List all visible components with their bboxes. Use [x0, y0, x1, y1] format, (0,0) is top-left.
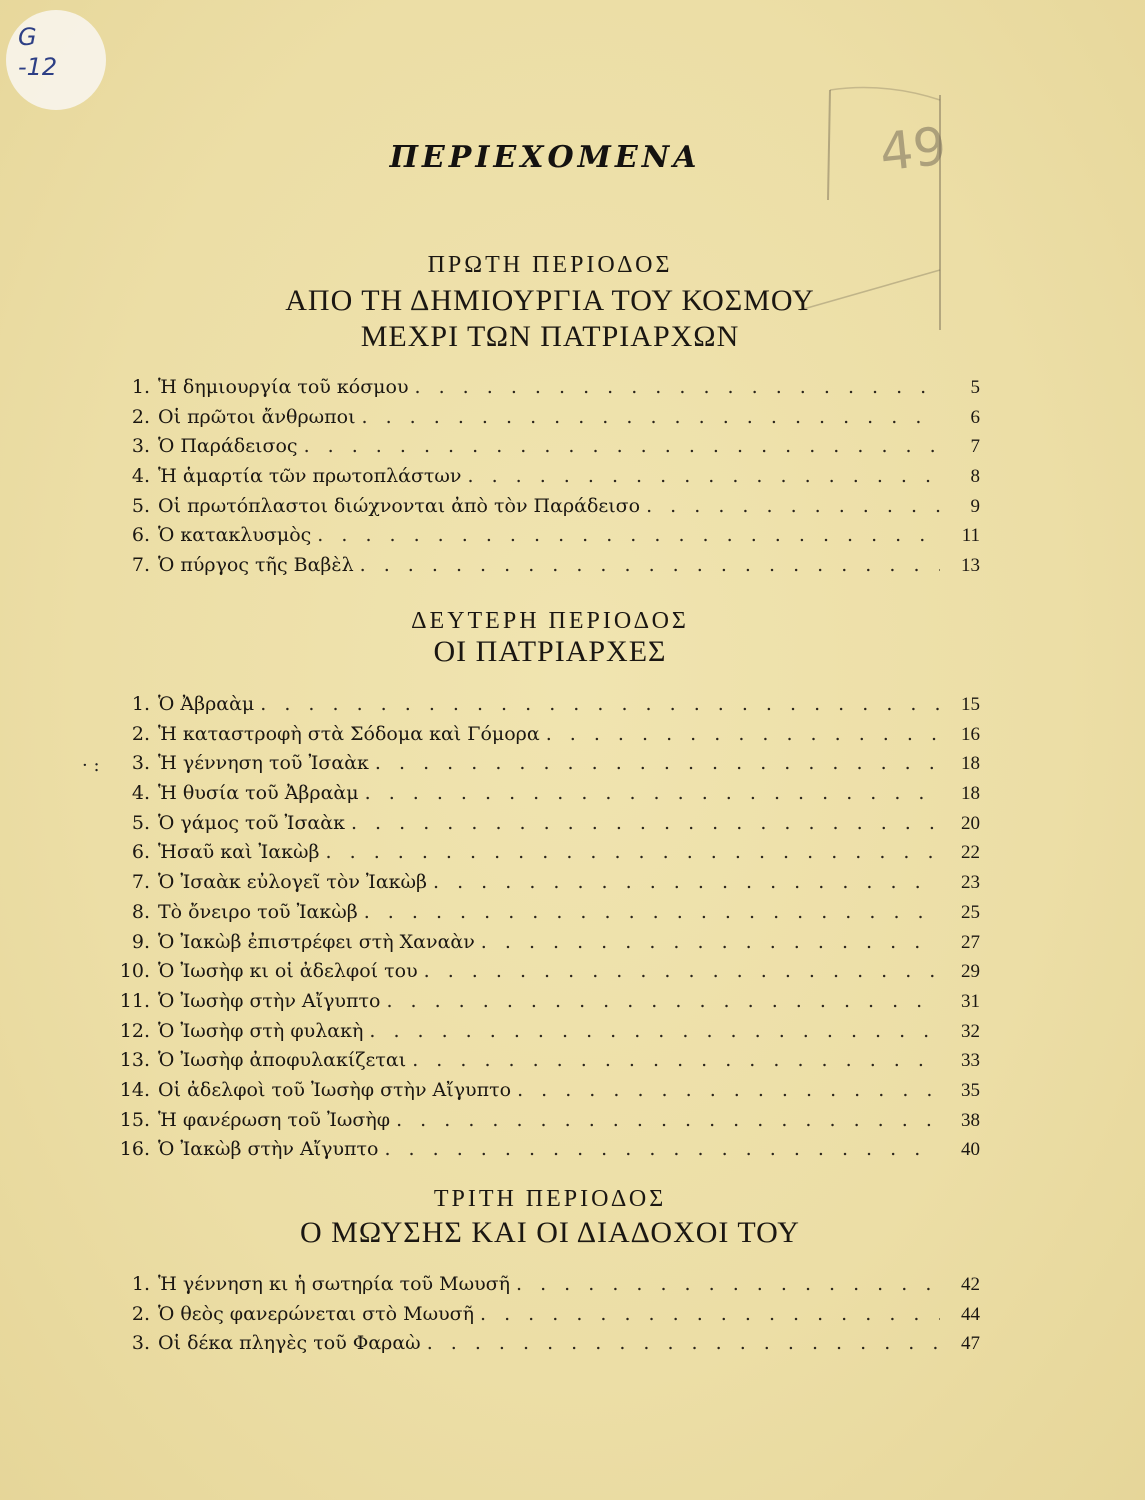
toc-title: Ἡσαῦ καὶ Ἰακὼβ [158, 841, 320, 864]
toc-entry[interactable] [100, 373, 980, 403]
toc-entry[interactable] [100, 403, 980, 433]
toc-leader [360, 551, 940, 581]
section-3-period: ΤΡΙΤΗ ΠΕΡΙΟΔΟΣ [433, 1186, 667, 1212]
toc-number: 1. [131, 1273, 150, 1295]
toc-page: 38 [961, 1109, 980, 1131]
toc-entry[interactable] [100, 868, 980, 898]
toc-title: Ὁ Ἰωσὴφ στὴν Αἴγυπτο [158, 989, 381, 1012]
toc-number: 13. [119, 1049, 150, 1072]
toc-title: Ὁ Ἰακὼβ στὴν Αἴγυπτο [158, 1138, 379, 1161]
toc-leader [415, 373, 940, 403]
toc-leader [351, 809, 940, 839]
margin-mark: · : [82, 755, 100, 776]
toc-page: 9 [970, 495, 980, 517]
toc-page: 33 [961, 1050, 980, 1072]
toc-title: Ὁ κατακλυσμὸς [158, 524, 312, 547]
section-1-title-line1: ΑΠΟ ΤΗ ΔΗΜΙΟΥΡΓΙΑ ΤΟΥ ΚΟΣΜΟΥ [285, 284, 815, 317]
toc-entry[interactable] [100, 987, 980, 1017]
toc-leader [481, 928, 940, 958]
toc-entry[interactable] [100, 1135, 980, 1165]
toc-title: Ἡ θυσία τοῦ Ἀβραὰμ [158, 782, 359, 805]
toc-leader [386, 987, 940, 1017]
toc-number: 6. [131, 841, 150, 864]
toc-entry[interactable] [100, 749, 980, 779]
toc-entry[interactable] [100, 1017, 980, 1047]
toc-entry[interactable] [100, 492, 980, 522]
toc-number: 3. [131, 752, 150, 775]
toc-title: Ἡ δημιουργία τοῦ κόσμου [158, 376, 409, 398]
toc-leader [364, 898, 940, 928]
toc-page: 27 [961, 931, 980, 953]
toc-title: Ἡ καταστροφὴ στὰ Σόδομα καὶ Γόμορα [158, 722, 540, 745]
section-3-toc [100, 1270, 980, 1359]
toc-leader [396, 1106, 940, 1136]
toc-title: Ἡ γέννηση κι ἡ σωτηρία τοῦ Μωυσῆ [158, 1273, 510, 1295]
toc-title: Ὁ πύργος τῆς Βαβὲλ [158, 554, 354, 577]
toc-page: 13 [961, 555, 980, 577]
toc-leader [384, 1135, 940, 1165]
toc-page: 42 [961, 1274, 980, 1295]
toc-page: 29 [961, 961, 980, 983]
toc-page: 8 [970, 466, 980, 488]
toc-number: 8. [131, 900, 150, 923]
toc-title: Ὁ γάμος τοῦ Ἰσαὰκ [158, 811, 345, 834]
toc-number: 10. [119, 960, 150, 983]
toc-page: 6 [970, 406, 980, 428]
toc-leader [427, 1329, 940, 1359]
toc-entry[interactable] [100, 898, 980, 928]
toc-title: Ἡ φανέρωση τοῦ Ἰωσὴφ [158, 1108, 391, 1131]
toc-title: Οἱ πρωτόπλαστοι διώχνονται ἀπὸ τὸν Παράδεισο [158, 494, 641, 517]
toc-page: 15 [961, 694, 980, 715]
toc-page: 35 [961, 1079, 980, 1101]
toc-entry[interactable] [100, 1270, 980, 1300]
toc-page: 18 [961, 753, 980, 775]
section-2-period: ΔΕΥΤΕΡΗ ΠΕΡΙΟΔΟΣ [411, 608, 689, 634]
toc-number: 1. [131, 693, 150, 715]
toc-entry[interactable] [100, 779, 980, 809]
toc-title: Ἡ ἁμαρτία τῶν πρωτοπλάστων [158, 465, 462, 488]
toc-leader [480, 1300, 940, 1330]
toc-title: Ὁ θεὸς φανερώνεται στὸ Μωυσῆ [158, 1302, 474, 1325]
toc-leader [304, 432, 940, 462]
toc-number: 12. [119, 1019, 150, 1042]
toc-title: Ὁ Ἰακὼβ ἐπιστρέφει στὴ Χαναὰν [158, 930, 475, 953]
section-1-period: ΠΡΩΤΗ ΠΕΡΙΟΔΟΣ [427, 252, 673, 278]
toc-entry[interactable] [100, 809, 980, 839]
toc-leader [369, 1017, 940, 1047]
toc-number: 4. [131, 465, 150, 488]
toc-page: 31 [961, 990, 980, 1012]
toc-title: Ὁ Παράδεισος [158, 435, 298, 458]
toc-page: 47 [961, 1333, 980, 1355]
toc-number: 14. [119, 1078, 150, 1101]
toc-number: 7. [131, 554, 150, 577]
toc-page: 22 [961, 842, 980, 864]
toc-title: Οἱ δέκα πληγὲς τοῦ Φαραὼ [158, 1332, 421, 1355]
toc-title: Τὸ ὄνειρο τοῦ Ἰακὼβ [158, 900, 358, 923]
toc-number: 2. [131, 405, 150, 428]
toc-leader [467, 462, 940, 492]
toc-leader [424, 957, 940, 987]
toc-number: 2. [131, 1302, 150, 1325]
toc-title: Ὁ Ἰωσὴφ κι οἱ ἀδελφοί του [158, 960, 418, 983]
toc-leader [375, 749, 940, 779]
toc-page: 23 [961, 872, 980, 894]
section-2-title: ΟΙ ΠΑΤΡΙΑΡΧΕΣ [433, 635, 667, 668]
toc-title: Οἱ ἀδελφοὶ τοῦ Ἰωσὴφ στὴν Αἴγυπτο [158, 1078, 512, 1101]
toc-leader [646, 492, 940, 522]
toc-page: 11 [961, 525, 980, 547]
toc-leader [362, 403, 940, 433]
toc-page: 20 [961, 812, 980, 834]
toc-entry[interactable] [100, 1300, 980, 1330]
toc-number: 5. [131, 494, 150, 517]
toc-title: Ὁ Ἰσαὰκ εὐλογεῖ τὸν Ἰακὼβ [158, 871, 427, 894]
section-2-toc [100, 690, 980, 1165]
toc-number: 3. [131, 1332, 150, 1355]
toc-leader [546, 720, 940, 750]
toc-page: 40 [961, 1139, 980, 1161]
toc-entry[interactable] [100, 690, 980, 720]
toc-page: 5 [970, 377, 980, 398]
toc-entry[interactable] [100, 1046, 980, 1076]
toc-leader [260, 690, 940, 720]
toc-entry[interactable] [100, 1329, 980, 1359]
section-1-toc [100, 373, 980, 581]
toc-title: Ἡ γέννηση τοῦ Ἰσαὰκ [158, 752, 369, 775]
toc-page: 18 [961, 783, 980, 805]
toc-leader [317, 521, 940, 551]
pencil-page-number: 49 [877, 116, 950, 184]
toc-title: Ὁ Ἀβραὰμ [158, 693, 255, 715]
toc-leader [433, 868, 940, 898]
toc-entry[interactable] [100, 838, 980, 868]
toc-page: 16 [961, 723, 980, 745]
toc-leader [517, 1076, 940, 1106]
toc-number: 4. [131, 782, 150, 805]
toc-entry[interactable] [100, 1076, 980, 1106]
toc-leader [326, 838, 940, 868]
section-1-title-line2: ΜΕΧΡΙ ΤΩΝ ΠΑΤΡΙΑΡΧΩΝ [360, 320, 740, 353]
toc-entry[interactable] [100, 521, 980, 551]
toc-number: 15. [119, 1108, 150, 1131]
section-3-title: Ο ΜΩΥΣΗΣ ΚΑΙ ΟΙ ΔΙΑΔΟΧΟΙ ΤΟΥ [300, 1216, 800, 1249]
toc-page: 32 [961, 1020, 980, 1042]
toc-leader [412, 1046, 940, 1076]
toc-page: 7 [970, 436, 980, 458]
toc-entry[interactable] [100, 432, 980, 462]
toc-leader [365, 779, 940, 809]
toc-number: 11. [119, 989, 150, 1012]
toc-number: 7. [131, 871, 150, 894]
toc-page: 44 [961, 1303, 980, 1325]
toc-number: 5. [131, 811, 150, 834]
toc-entry[interactable] [100, 462, 980, 492]
toc-number: 3. [131, 435, 150, 458]
toc-page: 25 [961, 901, 980, 923]
toc-title: Οἱ πρῶτοι ἄνθρωποι [158, 405, 356, 428]
toc-entry[interactable] [100, 720, 980, 750]
toc-entry[interactable] [100, 957, 980, 987]
toc-number: 2. [131, 722, 150, 745]
toc-number: 6. [131, 524, 150, 547]
toc-title: Ὁ Ἰωσὴφ ἀποφυλακίζεται [158, 1049, 407, 1072]
toc-title: Ὁ Ἰωσὴφ στὴ φυλακὴ [158, 1019, 364, 1042]
toc-entry[interactable] [100, 551, 980, 581]
toc-entry[interactable] [100, 1106, 980, 1136]
toc-number: 1. [131, 376, 150, 398]
handwritten-shelf-mark: G -12 [18, 23, 58, 81]
toc-entry[interactable] [100, 928, 980, 958]
page-title: ΠΕΡΙΕΧΟΜΕΝΑ [389, 140, 701, 175]
toc-number: 16. [119, 1138, 150, 1161]
toc-number: 9. [131, 930, 150, 953]
toc-leader [516, 1270, 940, 1300]
